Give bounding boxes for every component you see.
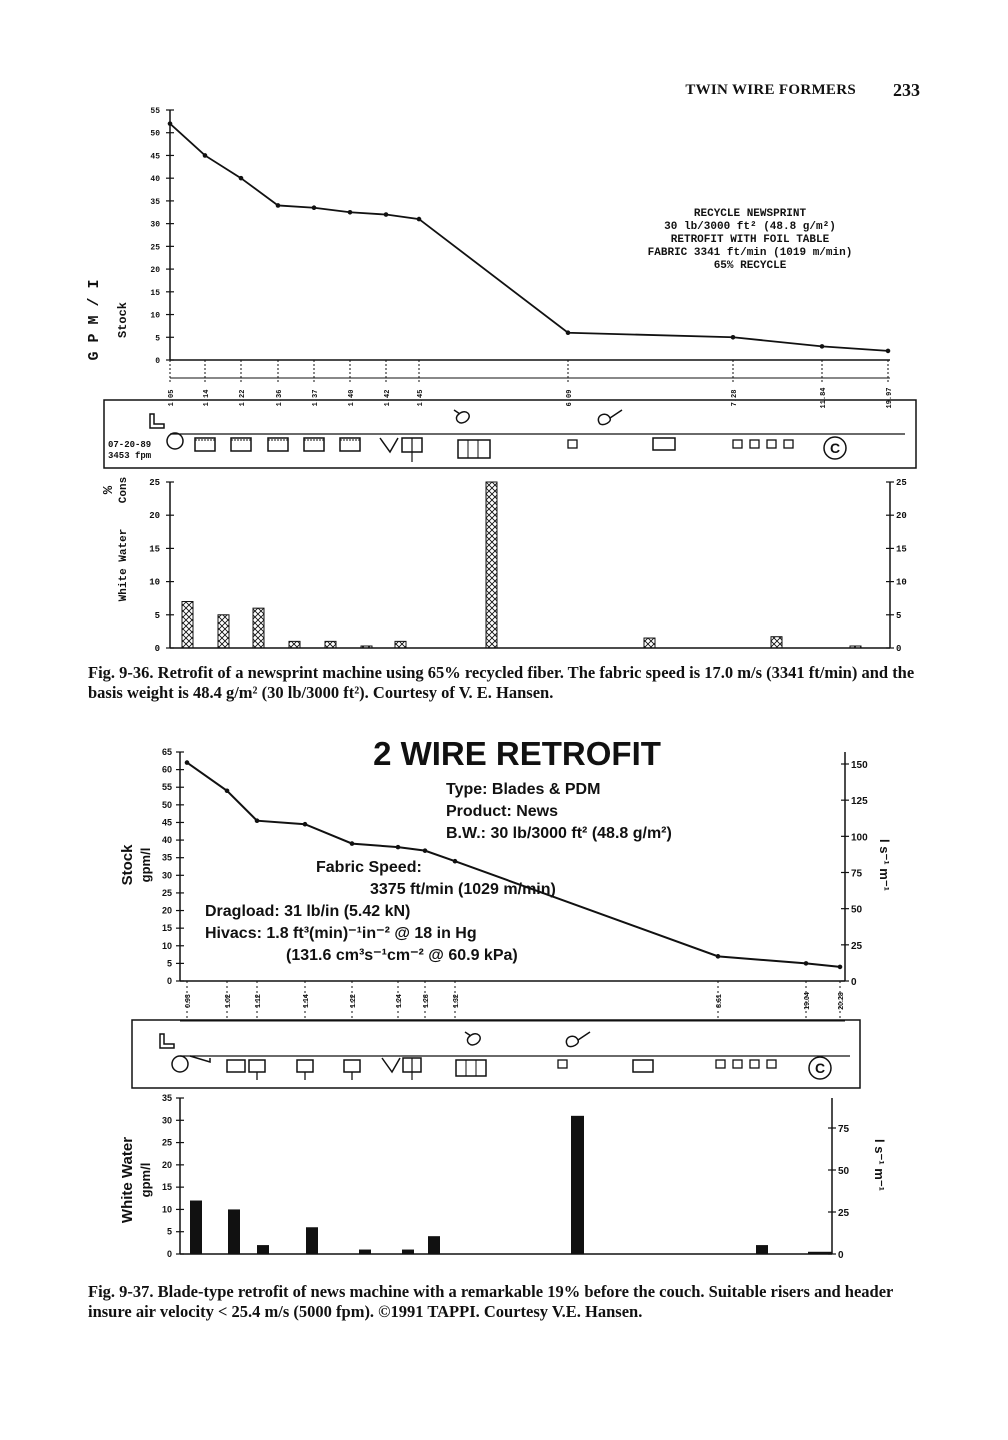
y-tick-label: 40 (161, 835, 172, 846)
cons-value: 1.22 (350, 994, 357, 1008)
data-point (276, 203, 281, 208)
y-tick-label-right: 25 (851, 940, 863, 952)
y-tick-label: 15 (149, 544, 160, 555)
y-tick-label-right: 100 (851, 832, 868, 844)
fig37-y-label-2: gpm/l (138, 847, 153, 883)
data-point (820, 344, 825, 349)
y-tick-label: 5 (154, 610, 160, 621)
cons-value: 1.24 (396, 994, 403, 1008)
y-tick-label: 15 (161, 923, 172, 934)
data-point (396, 845, 401, 850)
y-tick-label: 20 (161, 1159, 172, 1170)
fig37-ww-y-label: White Water (119, 1136, 136, 1224)
cons-value: 19.97 (886, 387, 894, 409)
fig37-title: 2 WIRE RETROFIT (373, 735, 661, 772)
data-point (203, 153, 208, 158)
box-icon (558, 1060, 567, 1068)
y-tick-label: 20 (161, 905, 172, 916)
cons-value: 1.14 (303, 994, 310, 1008)
y-tick-label: 55 (161, 782, 172, 793)
cons-value: 1.22 (239, 389, 247, 407)
y-tick-label: 25 (150, 243, 160, 253)
fabric-speed-value: 3375 ft/min (1029 m/min) (370, 881, 556, 898)
y-tick-label: 15 (150, 288, 160, 298)
hivacs-line: Hivacs: 1.8 ft³(min)⁻¹in⁻² @ 18 in Hg (205, 925, 477, 942)
bar (850, 646, 861, 648)
y-tick-label: 10 (150, 311, 160, 321)
annotation-line: RETROFIT WITH FOIL TABLE (670, 234, 830, 246)
fig36-caption: Fig. 9-36. Retrofit of a newsprint machine using 65% recycled fiber. The fabric speed is 17.0 m/s (3341 ft/min) and the basis weight is 48.4 g/m² (30 lb/3000 ft²). Courtesy of V. E. Hansen. (88, 663, 915, 702)
roll-icon (465, 1032, 480, 1045)
running-title: TWIN WIRE FORMERS (685, 82, 856, 98)
y-tick-label-right: 25 (896, 478, 907, 488)
couch-label: C (814, 1060, 826, 1076)
cons-value: 1.12 (255, 994, 262, 1008)
y-tick-label-right: 5 (896, 610, 902, 621)
cons-label-2: Cons (118, 476, 130, 504)
vacuum-box-icon (456, 1060, 486, 1076)
machine-date: 07-20-89 (108, 440, 152, 450)
data-point (566, 330, 571, 335)
suction-box-icon (227, 1060, 245, 1072)
cons-label: % (101, 485, 117, 495)
cons-value: 11.84 (820, 387, 828, 409)
y-tick-label: 50 (150, 129, 160, 139)
bar (182, 602, 193, 648)
fig37-whitewater-chart (0, 1090, 1008, 1270)
fig36-y-label-2: Stock (116, 301, 130, 339)
type-line: Type: Blades & PDM (446, 781, 601, 798)
box-icon (767, 440, 776, 448)
annotation-line: 65% RECYCLE (713, 260, 787, 272)
cons-value: 19.04 (804, 992, 811, 1010)
data-point (239, 176, 244, 181)
forming-board-icon (190, 1056, 210, 1062)
roll-icon (598, 410, 622, 425)
roll-icon (454, 410, 469, 423)
headbox-icon (160, 1034, 174, 1048)
cons-value: 1.28 (423, 994, 430, 1008)
box-icon (750, 1060, 759, 1068)
data-point (731, 335, 736, 340)
y-tick-label-right: 10 (896, 577, 907, 588)
y-tick-label: 60 (161, 764, 172, 775)
y-tick-label: 25 (149, 478, 160, 488)
y-tick-label: 20 (150, 266, 160, 276)
y-tick-label: 0 (166, 1249, 172, 1259)
bar (325, 641, 336, 648)
bar (289, 641, 300, 648)
y-tick-label: 5 (166, 958, 172, 969)
data-point (350, 841, 355, 846)
y-tick-label-right: 0 (851, 977, 857, 988)
vacuum-box-icon (458, 440, 490, 458)
fig37-stock-chart (0, 735, 1008, 1025)
data-point (804, 961, 809, 966)
y-tick-label: 30 (161, 1115, 172, 1126)
data-point (417, 217, 422, 222)
y-tick-label: 0 (155, 357, 160, 366)
data-point (255, 818, 260, 823)
bar (228, 1209, 240, 1254)
bar (402, 1250, 414, 1254)
fig36-whitewater-chart (0, 470, 1008, 660)
hivacs-line-2: (131.6 cm³s⁻¹cm⁻² @ 60.9 kPa) (286, 947, 518, 964)
y-tick-label: 5 (166, 1226, 172, 1237)
data-point (303, 822, 308, 827)
bar (395, 641, 406, 648)
bar (808, 1252, 820, 1254)
y-tick-label: 35 (150, 197, 160, 207)
cons-value: 1.37 (312, 389, 320, 407)
box-icon (784, 440, 793, 448)
y-tick-label: 45 (150, 152, 160, 162)
fig37-ww-right-label: l s⁻¹ m⁻¹ (872, 1138, 887, 1192)
bar (820, 1252, 832, 1254)
y-tick-label-right: 0 (896, 644, 902, 654)
cons-value: 0.93 (185, 994, 192, 1008)
data-point (453, 859, 458, 864)
y-tick-label-right: 50 (838, 1166, 850, 1177)
headbox-icon (150, 414, 164, 428)
y-tick-label: 0 (154, 644, 160, 654)
fig36-machine-diagram (0, 400, 1008, 480)
machine-speed: 3453 fpm (108, 451, 152, 461)
box-icon (767, 1060, 776, 1068)
cons-value: 1.45 (417, 389, 425, 407)
annotation-line: 30 lb/3000 ft² (48.8 g/m²) (664, 221, 836, 233)
cons-value: 1.42 (384, 389, 392, 407)
cons-value: 20.28 (838, 992, 845, 1010)
vee-icon (380, 438, 398, 452)
suction-box-icon (633, 1060, 653, 1072)
box-icon (716, 1060, 725, 1068)
roll-icon (566, 1032, 590, 1047)
data-point (716, 954, 721, 959)
cons-value: 1.05 (168, 389, 176, 407)
bar (571, 1116, 584, 1254)
bar (486, 482, 497, 648)
cons-value: 1.36 (276, 389, 284, 407)
suction-box-icon (297, 1060, 313, 1072)
data-point (838, 965, 843, 970)
vee-icon (382, 1058, 400, 1072)
y-tick-label-right: 25 (838, 1208, 850, 1219)
data-point (384, 212, 389, 217)
cons-value: 1.02 (225, 994, 232, 1008)
box-icon (733, 1060, 742, 1068)
breast-roll-icon (172, 1056, 188, 1072)
fig36-annotation (648, 208, 853, 272)
data-point (168, 121, 173, 126)
dragload-line: Dragload: 31 lb/in (5.42 kN) (205, 903, 411, 920)
product-line: Product: News (446, 803, 559, 820)
breast-roll-icon (167, 433, 183, 449)
box-icon (568, 440, 577, 448)
couch-label: C (829, 440, 841, 456)
data-point (185, 760, 190, 765)
suction-box-icon (249, 1060, 265, 1072)
fig36-ww-y-label-2: White Water (118, 528, 130, 602)
suction-box-icon (344, 1060, 360, 1072)
page-number: 233 (893, 80, 920, 100)
page-header (520, 80, 920, 104)
y-tick-label: 55 (150, 107, 160, 116)
y-tick-label: 25 (161, 1137, 172, 1148)
bar (359, 1250, 371, 1254)
y-tick-label: 35 (161, 852, 172, 863)
y-tick-label-right: 15 (896, 544, 907, 555)
bar (190, 1201, 202, 1254)
cons-value: 7.28 (731, 389, 739, 407)
annotation-line: RECYCLE NEWSPRINT (693, 208, 807, 220)
fig36-y-label: G P M / I (86, 279, 103, 361)
y-tick-label-right: 20 (896, 511, 907, 522)
bw-line: B.W.: 30 lb/3000 ft² (48.8 g/m²) (446, 825, 672, 842)
y-tick-label: 0 (166, 976, 172, 986)
bar (771, 637, 782, 648)
box-icon (750, 440, 759, 448)
fig37-machine-diagram (0, 1020, 1008, 1095)
suction-box-icon (653, 438, 675, 450)
data-point (886, 349, 891, 354)
y-tick-label-right: 125 (851, 796, 868, 808)
y-tick-label: 5 (155, 334, 160, 344)
y-tick-label: 15 (161, 1182, 172, 1193)
bar (428, 1236, 440, 1254)
data-point (423, 848, 428, 853)
y-tick-label: 45 (161, 817, 172, 828)
fabric-speed-label: Fabric Speed: (316, 859, 422, 876)
bar (218, 615, 229, 648)
fig37-caption: Fig. 9-37. Blade-type retrofit of news machine with a remarkable 19% before the couch. Suitable risers and header insure air velocity < 25.4 m/s (5000 fpm). ©1991 TAPPI. Courtesy V.E. Hansen. (88, 1282, 894, 1321)
data-point (348, 210, 353, 215)
cons-value: 8.61 (716, 994, 723, 1008)
bar (756, 1245, 768, 1254)
y-tick-label: 30 (150, 220, 160, 230)
y-tick-label: 25 (161, 887, 172, 898)
y-tick-label: 10 (161, 1204, 172, 1215)
y-tick-label: 40 (150, 175, 160, 185)
annotation-line: FABRIC 3341 ft/min (1019 m/min) (647, 247, 853, 259)
y-tick-label-right: 75 (838, 1124, 850, 1135)
y-tick-label: 10 (161, 940, 172, 951)
cons-value: 1.40 (348, 389, 356, 407)
bar (253, 608, 264, 648)
y-tick-label-right: 75 (851, 868, 863, 880)
y-tick-label: 50 (161, 799, 172, 810)
box-icon (733, 440, 742, 448)
y-tick-label-right: 50 (851, 904, 863, 916)
bar (361, 646, 372, 648)
fig37-ww-y-label-2: gpm/l (138, 1162, 153, 1198)
y-tick-label: 30 (161, 870, 172, 881)
y-tick-label: 35 (161, 1093, 172, 1103)
cons-value: 6.09 (566, 389, 574, 407)
data-point (312, 205, 317, 210)
y-tick-label: 10 (149, 577, 160, 588)
y-tick-label: 65 (161, 747, 172, 757)
y-tick-label: 20 (149, 511, 160, 522)
y-tick-label-right: 150 (851, 760, 868, 771)
bar (257, 1245, 269, 1254)
fig37-y-label: Stock (119, 844, 136, 886)
bar (644, 638, 655, 648)
bar (306, 1227, 318, 1254)
cons-value: 1.32 (453, 994, 460, 1008)
fig37-right-label: l s⁻¹ m⁻¹ (877, 838, 892, 892)
data-point (225, 788, 230, 793)
cons-value: 1.14 (203, 389, 211, 407)
y-tick-label-right: 0 (838, 1250, 844, 1261)
